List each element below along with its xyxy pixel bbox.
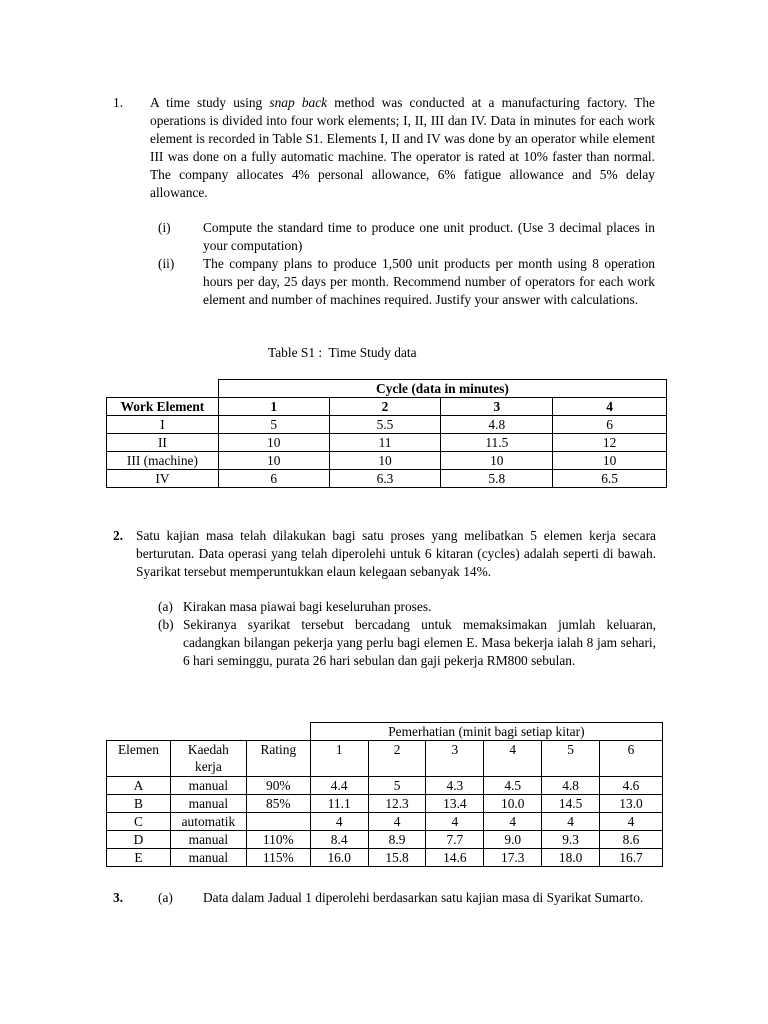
table-q2-elemen: C — [107, 813, 171, 831]
table-q2-cell: 16.0 — [310, 849, 368, 867]
q2-intro: Satu kajian masa telah dilakukan bagi satu proses yang melibatkan 5 elemen kerja secara berturutan. Data operasi yang telah diperolehi untuk 6 kitaran (cycles) adalah seperti di bawah. Syarikat tersebut memperuntukkan elaun kelegaan sebanyak 14%. — [136, 528, 656, 579]
table-q2-cycle-header: 1 — [310, 741, 368, 777]
table-q2-cell: 4 — [484, 813, 542, 831]
table-q2-kaedah: manual — [170, 849, 246, 867]
table-s1-element: II — [107, 434, 219, 452]
table-q2-cell: 14.5 — [542, 795, 600, 813]
table-s1-cycle-header: 4 — [553, 398, 667, 416]
table-s1-cell: 10 — [553, 452, 667, 470]
q1-intro-a: A time study using — [150, 95, 270, 110]
table-q2-cell: 14.6 — [426, 849, 484, 867]
table-q2-cell: 18.0 — [542, 849, 600, 867]
table-s1-cell: 10 — [329, 452, 441, 470]
table-q2-row — [107, 849, 663, 867]
table-q2-cycle-header: 3 — [426, 741, 484, 777]
table-q2-elemen: D — [107, 831, 171, 849]
q2-part-a-label: (a) — [158, 599, 173, 614]
table-q2-cell: 7.7 — [426, 831, 484, 849]
table-s1-cell: 6.3 — [329, 470, 441, 488]
q1-intro-em: snap back — [269, 95, 328, 110]
table-s1-row — [107, 434, 667, 452]
table-q2 — [106, 722, 663, 867]
table-q2-cell: 4 — [600, 813, 663, 831]
table-q2-elemen: A — [107, 777, 171, 795]
q3-number: 3. — [113, 890, 124, 905]
table-q2-cycle-header: 6 — [600, 741, 663, 777]
q1-part-ii-label: (ii) — [158, 256, 175, 271]
table-s1-cell: 10 — [441, 452, 553, 470]
table-s1-cycle-header: 1 — [218, 398, 329, 416]
table-q2-cell: 13.4 — [426, 795, 484, 813]
table-q2-header-kaedah: Kaedah kerja — [170, 741, 246, 777]
table-q2-cell: 16.7 — [600, 849, 663, 867]
q1-number: 1. — [113, 95, 124, 110]
table-s1-cycle-header: 3 — [441, 398, 553, 416]
table-q2-cell: 4.3 — [426, 777, 484, 795]
table-q2-row — [107, 795, 663, 813]
table-s1-cell: 6 — [218, 470, 329, 488]
table-q2-cell: 4.4 — [310, 777, 368, 795]
table-q2-group-header: Pemerhatian (minit bagi setiap kitar) — [310, 723, 662, 741]
table-q2-cell: 5 — [368, 777, 426, 795]
table-s1-cell: 5 — [218, 416, 329, 434]
table-s1-cell: 11.5 — [441, 434, 553, 452]
table-q2-cell: 4.8 — [542, 777, 600, 795]
table-q2-row — [107, 777, 663, 795]
table-q2-cell: 17.3 — [484, 849, 542, 867]
q2-part-a-text: Kirakan masa piawai bagi keseluruhan proses. — [183, 599, 432, 614]
table-q2-cell: 9.3 — [542, 831, 600, 849]
table-q2-kaedah: manual — [170, 795, 246, 813]
table-q2-cell: 4.5 — [484, 777, 542, 795]
table-s1-cell: 6 — [553, 416, 667, 434]
table-q2-rating — [246, 813, 310, 831]
q3-text: Data dalam Jadual 1 diperolehi berdasarkan satu kajian masa di Syarikat Sumarto. — [203, 890, 644, 905]
table-s1-cell: 5.5 — [329, 416, 441, 434]
table-s1-row-header: Work Element — [107, 398, 219, 416]
table-q2-cell: 10.0 — [484, 795, 542, 813]
table-q2-cycle-header: 2 — [368, 741, 426, 777]
table-q2-cell: 11.1 — [310, 795, 368, 813]
table-q2-rating: 110% — [246, 831, 310, 849]
table-q2-rating: 85% — [246, 795, 310, 813]
table-s1-row — [107, 416, 667, 434]
table-s1-cell: 5.8 — [441, 470, 553, 488]
q3-part-label: (a) — [158, 890, 173, 905]
table-q2-cell: 12.3 — [368, 795, 426, 813]
table-s1 — [106, 379, 667, 488]
table-q2-elemen: B — [107, 795, 171, 813]
table-s1-row — [107, 452, 667, 470]
table-q2-cell: 4 — [542, 813, 600, 831]
table-s1-cell: 6.5 — [553, 470, 667, 488]
table-q2-kaedah: manual — [170, 777, 246, 795]
q1-part-ii-text: The company plans to produce 1,500 unit products per month using 8 operation hours per day, 25 days per month. Recommend number of operators for each work element and number of machines required. Justify your answer with calculations. — [203, 256, 655, 307]
table-q2-cell: 8.9 — [368, 831, 426, 849]
table-q2-cell: 4 — [310, 813, 368, 831]
q2-part-b-text: Sekiranya syarikat tersebut bercadang untuk memaksimakan jumlah keluaran, cadangkan bilangan pekerja yang perlu bagi elemen E. Masa bekerja ialah 8 jam sehari, 6 hari seminggu, purata 26 hari sebulan dan gaji pekerja RM800 sebulan. — [183, 617, 656, 668]
table-s1-cell: 11 — [329, 434, 441, 452]
table-q2-header-elemen: Elemen — [107, 741, 171, 777]
table-s1-cycle-header: 2 — [329, 398, 441, 416]
q2-number: 2. — [113, 528, 124, 543]
table-s1-element: I — [107, 416, 219, 434]
table-s1-group-header: Cycle (data in minutes) — [218, 380, 666, 398]
table-s1-caption: Table S1 : Time Study data — [268, 345, 417, 360]
table-q2-kaedah: manual — [170, 831, 246, 849]
table-q2-rating: 115% — [246, 849, 310, 867]
table-q2-cell: 13.0 — [600, 795, 663, 813]
table-s1-element: IV — [107, 470, 219, 488]
q1-intro-b: method was conducted at a manufacturing factory. The operations is divided into four work elements; I, II, III dan IV. Data in minutes for each work element is recorded in Table S1. Elements I, II and IV was done by an operator while element III was done on a fully automatic machine. The operator is rated at 10% faster than normal. The company allocates 4% personal allowance, 6% fatigue allowance and 5% delay allowance. — [150, 95, 655, 200]
table-s1-cell: 10 — [218, 452, 329, 470]
table-q2-cell: 15.8 — [368, 849, 426, 867]
q1-part-i-text: Compute the standard time to produce one unit product. (Use 3 decimal places in your computation) — [203, 220, 655, 253]
table-q2-row — [107, 813, 663, 831]
table-q2-cycle-header: 5 — [542, 741, 600, 777]
table-s1-corner — [107, 380, 219, 398]
table-q2-header-rating: Rating — [246, 741, 310, 777]
table-q2-cell: 4 — [426, 813, 484, 831]
table-s1-element: III (machine) — [107, 452, 219, 470]
q1-part-i-label: (i) — [158, 220, 171, 235]
table-q2-cell: 4.6 — [600, 777, 663, 795]
q1-intro — [150, 94, 655, 202]
table-q2-cycle-header: 4 — [484, 741, 542, 777]
table-q2-kaedah: automatik — [170, 813, 246, 831]
q2-part-b-label: (b) — [158, 617, 174, 632]
table-q2-elemen: E — [107, 849, 171, 867]
table-q2-cell: 8.6 — [600, 831, 663, 849]
table-q2-cell: 4 — [368, 813, 426, 831]
table-s1-cell: 10 — [218, 434, 329, 452]
table-q2-row — [107, 831, 663, 849]
table-s1-cell: 4.8 — [441, 416, 553, 434]
table-q2-blank — [107, 723, 311, 741]
table-s1-row — [107, 470, 667, 488]
table-q2-cell: 8.4 — [310, 831, 368, 849]
table-s1-cell: 12 — [553, 434, 667, 452]
table-q2-rating: 90% — [246, 777, 310, 795]
table-q2-cell: 9.0 — [484, 831, 542, 849]
